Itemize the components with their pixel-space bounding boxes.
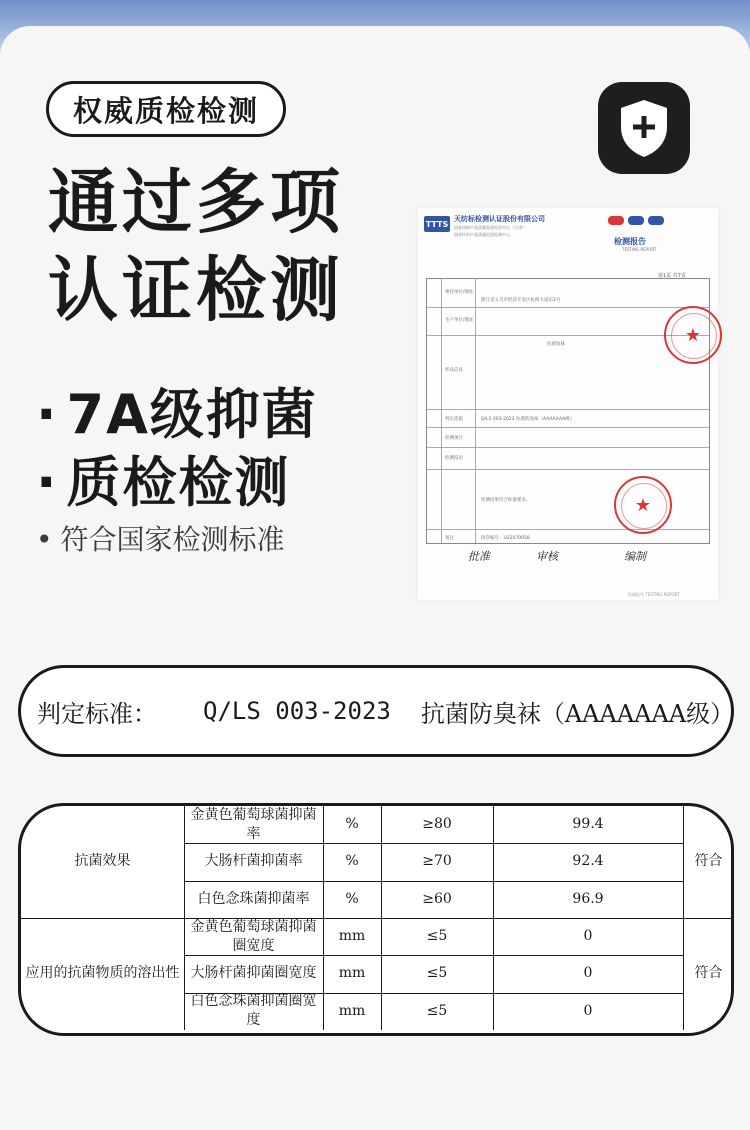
value-cell: 99.4 xyxy=(572,816,604,833)
report-cell: 检测结论 xyxy=(445,456,463,461)
report-logo: TTTS xyxy=(424,216,450,232)
bullet-text: 质检检测 xyxy=(66,451,291,514)
signature: 批准 xyxy=(468,550,490,563)
report-cell: 浙江省义乌市经济开发区杭海大道东1号 xyxy=(481,298,561,303)
bullet-dot: • xyxy=(36,523,53,556)
table-rule xyxy=(184,955,683,956)
bullet-text: 7A级抑菌 xyxy=(66,383,318,446)
item-cell: 大肠杆菌抑菌圈宽度 xyxy=(190,965,317,982)
report-footer: 检测报告 TESTING REPORT xyxy=(628,592,680,597)
bullet-dot: · xyxy=(36,383,59,446)
value-cell: 0 xyxy=(583,1002,593,1019)
item-cell: 大肠杆菌抑菌率 xyxy=(204,853,303,870)
standard-name: 抗菌防臭袜（AAAAAAA级） xyxy=(420,699,735,728)
requirement-cell: ≥60 xyxy=(422,890,452,907)
authority-tag: 权威质检检测 xyxy=(46,81,286,137)
standard-label: 判定标准： xyxy=(37,699,157,728)
group-name-cell: 抗菌效果 xyxy=(74,853,131,870)
item-cell: 白色念珠菌抑菌率 xyxy=(197,890,310,907)
report-cell: 检测结果符合标准要求。 xyxy=(481,498,531,503)
value-cell: 0 xyxy=(583,965,593,982)
value-cell: 0 xyxy=(583,928,593,945)
item-cell: 白色念珠菌抑菌圈宽度 xyxy=(190,993,317,1029)
report-title-en: TESTING REPORT xyxy=(622,247,657,252)
table-rule xyxy=(493,806,494,1030)
unit-cell: mm xyxy=(338,928,366,945)
item-cell: 金黄色葡萄球菌抑菌圈宽度 xyxy=(190,918,317,954)
requirement-cell: ≤5 xyxy=(426,965,448,982)
item-cell: 金黄色葡萄球菌抑菌率 xyxy=(190,806,317,842)
value-cell: 96.9 xyxy=(572,890,604,907)
shield-plus-icon xyxy=(598,82,690,174)
requirement-cell: ≥80 xyxy=(422,816,452,833)
group-name-cell: 应用的抗菌物质的溶出性 xyxy=(25,965,180,982)
unit-cell: % xyxy=(345,853,359,870)
bullet-antibacterial xyxy=(36,372,318,449)
bullet-text: 符合国家检测标准 xyxy=(60,523,285,556)
unit-cell: mm xyxy=(338,1002,366,1019)
report-org-sub: 国家纺织产品质量监督检验中心（天津） xyxy=(454,225,526,230)
signature: 审核 xyxy=(536,550,558,563)
signature: 编制 xyxy=(624,550,646,563)
report-cell: 生产单位/地址 xyxy=(445,318,474,323)
bullet-dot: · xyxy=(36,451,59,514)
bullet-quality xyxy=(36,440,291,517)
unit-cell: % xyxy=(345,890,359,907)
report-cell: 抗菌短袜 xyxy=(547,342,565,347)
report-page-number: 第1页 共7页 xyxy=(658,273,686,279)
verdict-cell: 符合 xyxy=(694,853,723,870)
table-rule xyxy=(323,806,324,1030)
table-rule xyxy=(184,806,185,1030)
judgement-standard xyxy=(18,665,734,757)
report-org-sub: 国家针织产品质量检验检测中心 xyxy=(454,232,510,237)
report-org: 天纺标检测认证股份有限公司 xyxy=(454,215,545,223)
headline-line-2: 认证检测 xyxy=(48,249,344,331)
unit-cell: mm xyxy=(338,965,366,982)
bullet-national-standard xyxy=(36,518,285,558)
unit-cell: % xyxy=(345,816,359,833)
headline-line-1: 通过多项 xyxy=(48,161,344,243)
red-seal-stamp: ★ xyxy=(614,476,672,534)
requirement-cell: ≤5 xyxy=(426,1002,448,1019)
table-rule xyxy=(184,993,683,994)
requirement-cell: ≥70 xyxy=(422,853,452,870)
red-seal-stamp: ★ xyxy=(664,306,722,364)
headline xyxy=(48,158,368,334)
table-rule xyxy=(184,881,683,882)
report-title: 检测报告 xyxy=(614,237,646,246)
results-table xyxy=(18,803,734,1036)
report-cell: 检测项目 xyxy=(445,436,463,441)
report-cell: 委托单位/地址 xyxy=(445,290,474,295)
table-rule xyxy=(381,806,382,1030)
report-cell: 判定依据 xyxy=(445,417,463,422)
value-cell: 92.4 xyxy=(572,853,604,870)
report-cell: 样品信息 xyxy=(445,368,463,373)
standard-code: Q/LS 003-2023 xyxy=(203,697,391,725)
report-cert-badges xyxy=(608,216,664,225)
requirement-cell: ≤5 xyxy=(426,928,448,945)
report-cell: 备注 xyxy=(445,536,454,541)
report-cell: 批次编号：U22070058 xyxy=(481,536,530,541)
table-rule xyxy=(184,843,683,844)
verdict-cell: 符合 xyxy=(694,965,723,982)
report-cell: Q/LS 003-2023 抗菌防臭袜（AAAAAAA级） xyxy=(481,417,575,422)
test-report-image xyxy=(418,208,718,600)
table-rule xyxy=(683,806,684,1030)
